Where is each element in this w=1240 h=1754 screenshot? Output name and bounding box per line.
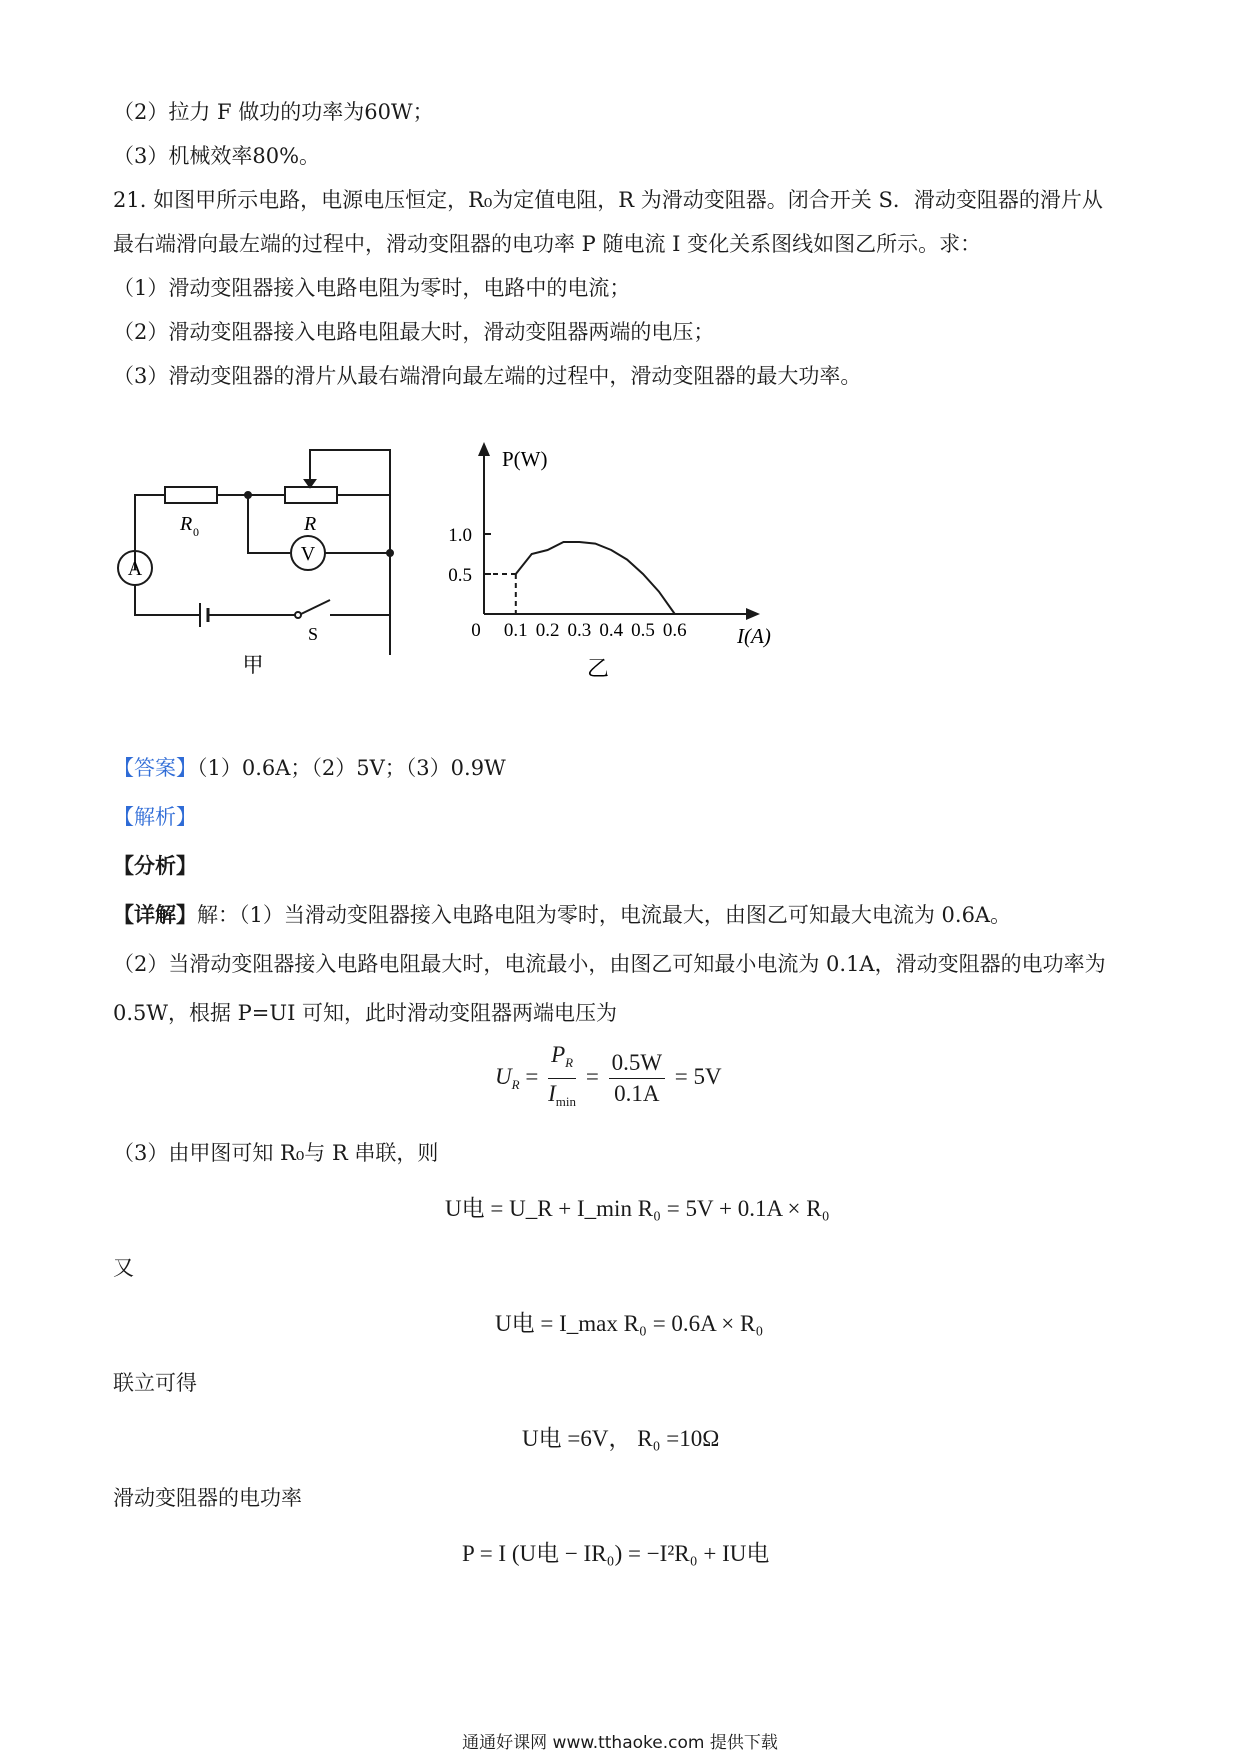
- caption-yi: 乙: [586, 657, 610, 682]
- label-r: R: [304, 513, 317, 535]
- detail-line4: （3）由甲图可知 R₀与 R 串联，则: [113, 1141, 439, 1165]
- y-tick-label: 0.5: [448, 565, 472, 586]
- subquestion-2: （2）滑动变阻器接入电路电阻最大时，滑动变阻器两端的电压；: [113, 320, 715, 344]
- x-tick-label: 0.1: [503, 620, 528, 641]
- xiangjie-tag: 【详解】: [113, 902, 197, 927]
- x-tick-label: 0.5: [631, 620, 655, 641]
- detail-text1: 解：（1）当滑动变阻器接入电路电阻为零时，电流最大，由图乙可知最大电流为 0.6A。: [197, 903, 1012, 927]
- power-curve: [516, 542, 675, 614]
- label-r0: R: [180, 513, 193, 535]
- power-title: 滑动变阻器的电功率: [113, 1486, 302, 1510]
- x-tick-label: 0.2: [535, 620, 560, 641]
- fraction-values: $\frac{0.5W}{0.1A}$: [609, 1048, 665, 1109]
- x-tick-label: 0: [471, 620, 481, 641]
- fenxi-tag: 【分析】: [113, 853, 197, 878]
- x-tick-label: 0.4: [599, 620, 624, 641]
- equation-source-voltage-2: U电 = I_max R₀ = 0.6A × R₀: [495, 1311, 764, 1336]
- footer: 通通好课网 www.tthaoke.com 提供下载: [462, 1733, 778, 1753]
- equation-result: U电 =6V， R₀ =10Ω: [522, 1426, 720, 1451]
- equation-ur: $U_R$ = $\frac{P_R}{I_{min}}$ = $\frac{0.5W}{0.1A}$ = 5V: [495, 1040, 722, 1117]
- question-21-line1: 21. 如图甲所示电路，电源电压恒定，R₀为定值电阻，R 为滑动变阻器。闭合开关 S．滑动变阻器的滑片从: [113, 188, 1103, 212]
- equation-power: P = I (U电 − IR₀) = −I²R₀ + IU电: [462, 1541, 770, 1566]
- question-21-line2: 最右端滑向最左端的过程中，滑动变阻器的电功率 P 随电流 I 变化关系图线如图乙所示。求：: [113, 232, 982, 256]
- line-efficiency: （3）机械效率80%。: [113, 144, 321, 168]
- y-tick-label: 1.0: [448, 525, 472, 546]
- answer-text: （1）0.6A；（2）5V；（3）0.9W: [197, 756, 506, 780]
- caption-jia: 甲: [242, 653, 264, 677]
- lianli-text: 联立可得: [113, 1371, 197, 1395]
- x-tick-label: 0.6: [662, 620, 687, 641]
- circuit-diagram: [105, 440, 405, 680]
- jiexi-tag: 【解析】: [113, 805, 197, 829]
- you-text: 又: [113, 1256, 134, 1280]
- voltmeter-label: V: [300, 543, 316, 565]
- line-power: （2）拉力 F 做功的功率为60W；: [113, 100, 434, 124]
- detail-line2: （2）当滑动变阻器接入电路电阻最大时，电流最小，由图乙可知最小电流为 0.1A，滑动变阻器的电功率为: [113, 952, 1106, 976]
- detail-line1: [113, 899, 1011, 929]
- ammeter-label: A: [127, 558, 143, 580]
- fraction-pr-imin: $\frac{P_R}{I_{min}}$: [548, 1042, 577, 1109]
- power-current-chart: [440, 440, 800, 690]
- answer-line: [113, 752, 506, 782]
- resistor-r0: [165, 487, 217, 503]
- subquestion-3: （3）滑动变阻器的滑片从最右端滑向最左端的过程中，滑动变阻器的最大功率。: [113, 364, 862, 388]
- switch-label: S: [307, 624, 319, 644]
- y-axis-arrow: [478, 442, 490, 456]
- x-axis-arrow: [746, 608, 760, 620]
- detail-line3: 0.5W，根据 P=UI 可知，此时滑动变阻器两端电压为: [113, 1001, 618, 1025]
- x-axis-label: I(A): [737, 624, 771, 648]
- equation-source-voltage-1: U电 = U_R + I_min R₀ = 5V + 0.1A × R₀: [445, 1196, 830, 1221]
- x-tick-label: 0.3: [567, 620, 592, 641]
- subquestion-1: （1）滑动变阻器接入电路电阻为零时，电路中的电流；: [113, 276, 631, 300]
- label-r0-sub: 0: [193, 525, 199, 539]
- answer-tag: 【答案】: [113, 756, 197, 780]
- y-axis-label: P(W): [502, 447, 548, 471]
- resistor-r: [285, 487, 337, 503]
